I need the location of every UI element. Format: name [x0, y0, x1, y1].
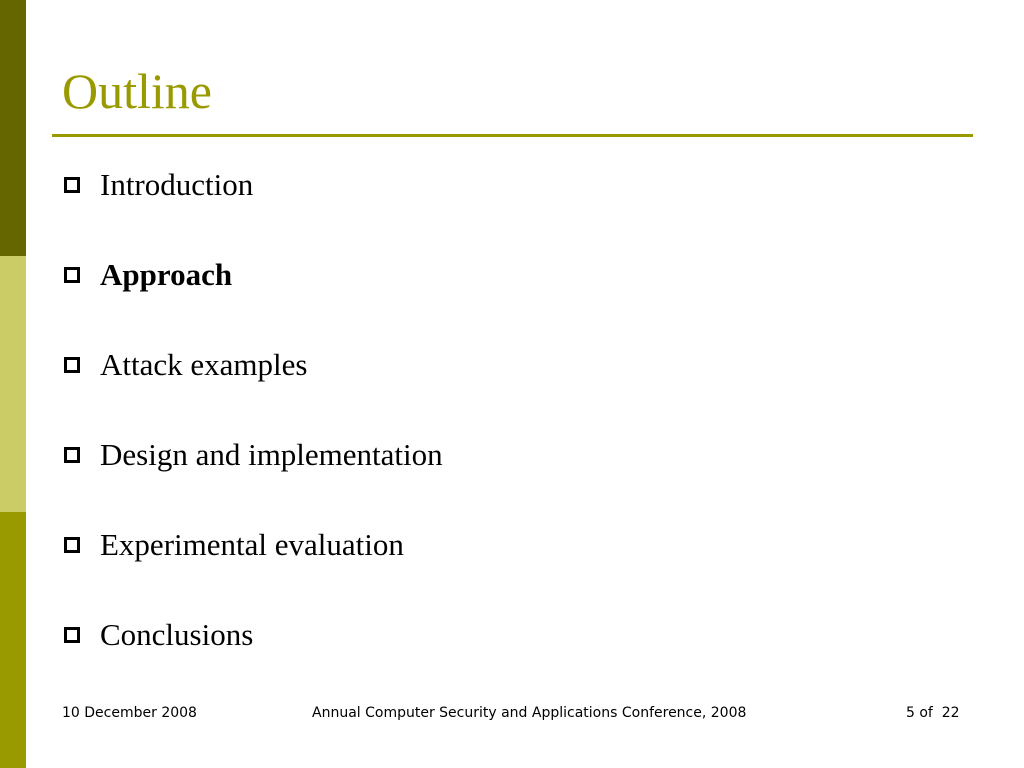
footer-date: 10 December 2008 [62, 705, 197, 721]
outline-item-introduction [64, 163, 443, 207]
side-bar-olive-segment [0, 512, 26, 768]
outline-item-label: Conclusions [100, 617, 254, 652]
outline-list [64, 163, 443, 703]
outline-item-approach [64, 253, 443, 297]
outline-item-experimental-evaluation [64, 523, 443, 567]
footer-conference: Annual Computer Security and Applications Conference, 2008 [312, 705, 747, 721]
footer-page-number: 5 of 22 [906, 705, 960, 721]
outline-item-conclusions [64, 613, 443, 657]
square-bullet-icon [64, 627, 80, 643]
outline-item-label: Design and implementation [100, 437, 443, 472]
square-bullet-icon [64, 537, 80, 553]
outline-item-label: Approach [100, 257, 233, 292]
title-divider [52, 134, 973, 137]
outline-item-design-and-implementation [64, 433, 443, 477]
outline-item-attack-examples [64, 343, 443, 387]
outline-item-label: Introduction [100, 167, 254, 202]
side-bar-light-segment [0, 256, 26, 512]
slide-title: Outline [62, 63, 212, 119]
square-bullet-icon [64, 447, 80, 463]
square-bullet-icon [64, 267, 80, 283]
outline-item-label: Attack examples [100, 347, 308, 382]
outline-item-label: Experimental evaluation [100, 527, 404, 562]
square-bullet-icon [64, 357, 80, 373]
side-bar-dark-segment [0, 0, 26, 256]
square-bullet-icon [64, 177, 80, 193]
